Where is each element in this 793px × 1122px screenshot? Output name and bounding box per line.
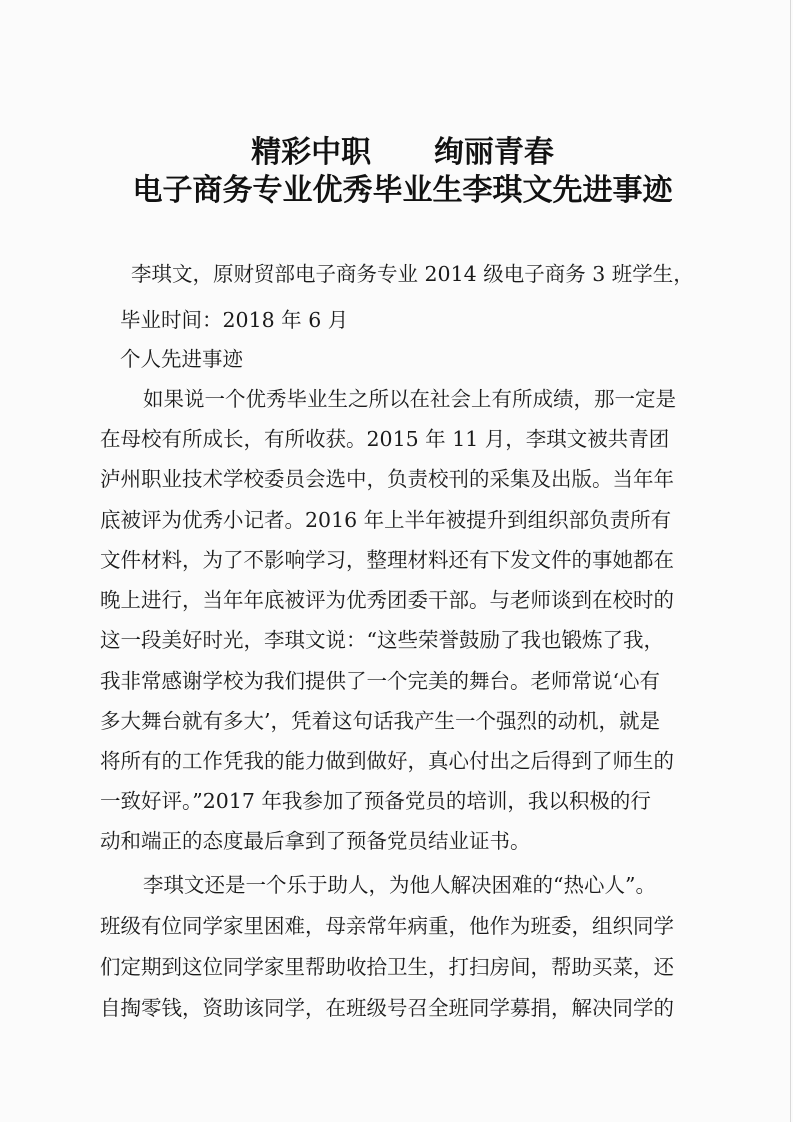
para1-line: 泸州职业技术学校委员会选中，负责校刊的采集及出版。当年年 xyxy=(100,467,674,491)
section-heading: 个人先进事迹 xyxy=(120,347,243,371)
para2-line: 班级有位同学家里困难，母亲常年病重，他作为班委，组织同学 xyxy=(100,914,674,938)
para2-line: 们定期到这位同学家里帮助收拾卫生，打扫房间，帮助买菜，还 xyxy=(100,955,674,979)
para1-line: 动和端正的态度最后拿到了预备党员结业证书。 xyxy=(100,829,531,853)
intro-line-1: 李琪文，原财贸部电子商务专业 2014 级电子商务 3 班学生， xyxy=(131,262,694,286)
para2-line: 自掏零钱，资助该同学，在班级号召全班同学募捐，解决同学的 xyxy=(100,996,674,1020)
para1-line: 如果说一个优秀毕业生之所以在社会上有所成绩，那一定是 xyxy=(143,387,676,411)
para1-line: 这一段美好时光，李琪文说：“这些荣誉鼓励了我也锻炼了我， xyxy=(100,628,664,652)
para1-line: 在母校有所成长，有所收获。2015 年 11 月，李琪文被共青团 xyxy=(100,427,670,451)
para2-line: 李琪文还是一个乐于助人，为他人解决困难的“热心人”。 xyxy=(143,873,656,897)
para1-line: 多大舞台就有多大’，凭着这句话我产生一个强烈的动机，就是 xyxy=(100,709,661,733)
para1-line: 文件材料，为了不影响学习，整理材料还有下发文件的事她都在 xyxy=(100,548,674,572)
intro-line-2: 毕业时间：2018 年 6 月 xyxy=(120,308,349,332)
para1-line: 我非常感谢学校为我们提供了一个完美的舞台。老师常说‘心有 xyxy=(100,669,661,693)
para1-line: 底被评为优秀小记者。2016 年上半年被提升到组织部负责所有 xyxy=(100,508,672,532)
title-line-2: 电子商务专业优秀毕业生李琪文先进事迹 xyxy=(132,173,673,208)
para1-line: 将所有的工作凭我的能力做到做好，真心付出之后得到了师生的 xyxy=(100,749,674,773)
title-line-1: 精彩中职 绚丽青春 xyxy=(251,135,554,170)
para1-line: 晚上进行，当年年底被评为优秀团委干部。与老师谈到在校时的 xyxy=(100,588,674,612)
para1-line: 一致好评。”2017 年我参加了预备党员的培训，我以积极的行 xyxy=(100,789,651,813)
